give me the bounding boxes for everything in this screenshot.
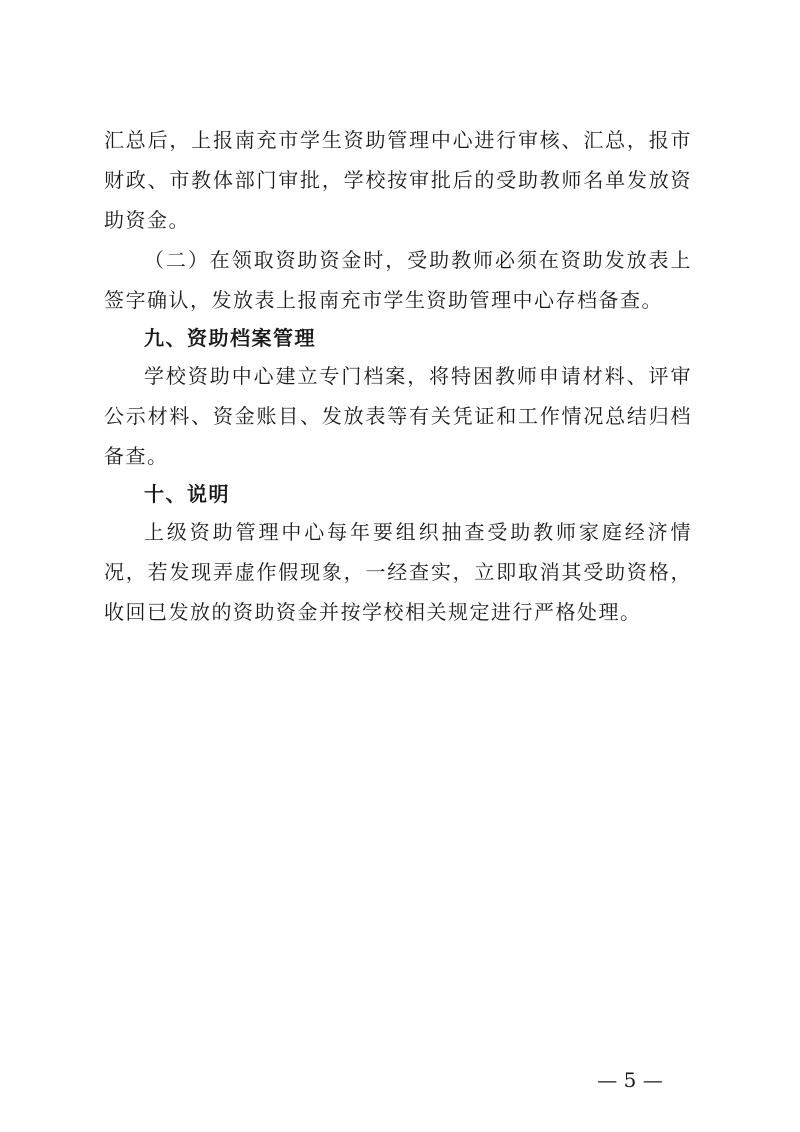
paragraph-archive-management: 学校资助中心建立专门档案，将特困教师申请材料、评审公示材料、资金账目、发放表等有关凭证和工作情况总结归档备查。	[104, 364, 692, 468]
paragraph-signature-confirmation: （二）在领取资助资金时，受助教师必须在资助发放表上签字确认，发放表上报南充市学生资助管理中心存档备查。	[104, 248, 692, 312]
section-heading-explanation: 十、说明	[144, 482, 230, 506]
document-body	[104, 120, 692, 632]
page-number: — 5 —	[597, 1068, 663, 1092]
paragraph-continuation: 汇总后，上报南充市学生资助管理中心进行审核、汇总，报市财政、市教体部门审批，学校按审批后的受助教师名单发放资助资金。	[104, 128, 692, 232]
paragraph-explanation: 上级资助管理中心每年要组织抽查受助教师家庭经济情况，若发现弄虚作假现象，一经查实，立即取消其受助资格，收回已发放的资助资金并按学校相关规定进行严格处理。	[104, 520, 692, 624]
section-heading-archive-management: 九、资助档案管理	[144, 326, 316, 350]
